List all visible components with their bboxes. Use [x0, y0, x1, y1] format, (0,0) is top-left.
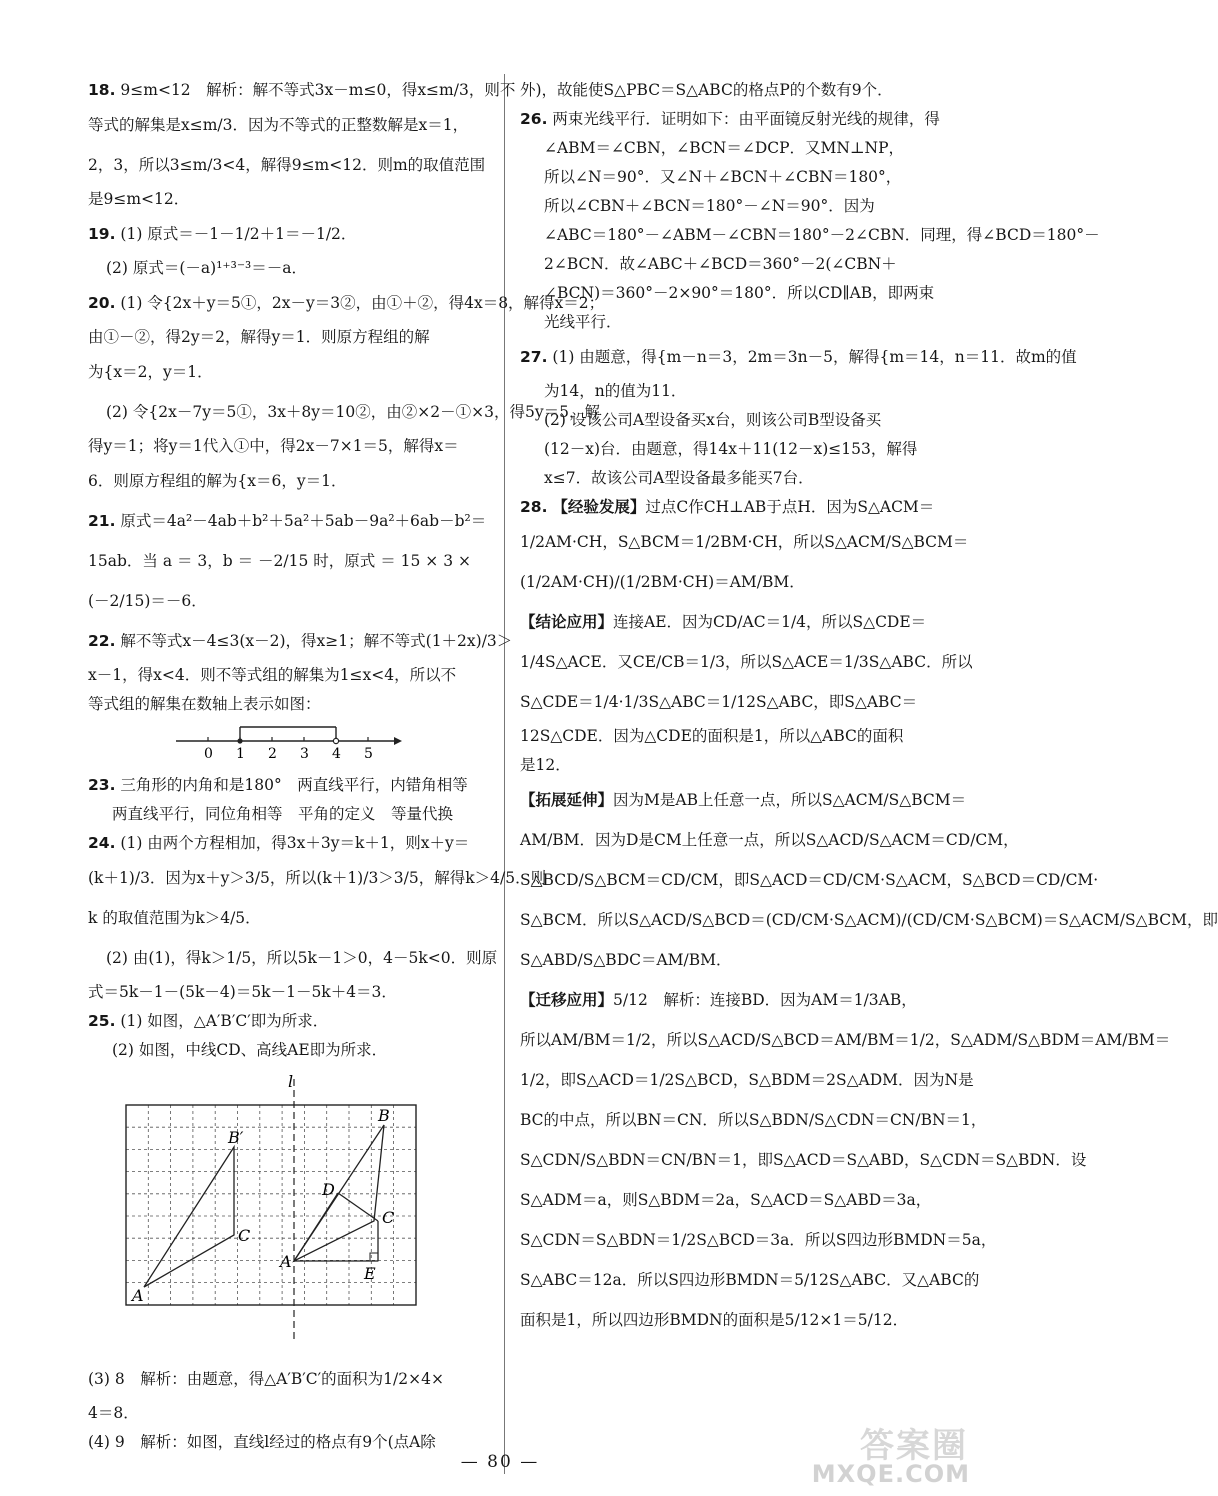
answer-text: 连接AE．因为CD/AC＝1/4，所以S△CDE＝ — [613, 613, 927, 631]
answer-line — [88, 858, 547, 898]
answer-text: (1) 原式＝－1－1/2＋1＝－1/2． — [120, 225, 357, 243]
label-a: A — [280, 1252, 292, 1271]
label-a-prime: A — [132, 1286, 144, 1305]
answer-text: ∠ABC＝180°－∠ABM－∠CBN＝180°－2∠CBN．同理，得∠BCD＝180°－ — [544, 226, 1100, 244]
answer-line — [520, 642, 973, 682]
section-tag: 【结论应用】 — [520, 613, 614, 631]
label-b: B — [378, 1106, 390, 1125]
answer-text: S△ABC＝12a．所以S四边形BMDN＝5/12S△ABC．又△ABC的 — [520, 1271, 980, 1289]
answer-line — [520, 780, 967, 820]
answer-line — [88, 898, 488, 938]
answer-line — [520, 435, 930, 464]
answer-line — [88, 461, 488, 501]
answer-line — [520, 377, 930, 406]
section-tag: 【经验发展】 — [552, 498, 646, 516]
answer-line — [88, 1007, 488, 1036]
question-number: 26. — [520, 110, 548, 128]
watermark-text-cn: 答案圈 — [860, 1426, 968, 1466]
answer-line — [520, 682, 930, 722]
answer-text: 所以∠CBN＋∠BCN＝180°－∠N＝90°．因为 — [544, 197, 875, 215]
label-c: C — [382, 1208, 395, 1227]
answer-line — [520, 1180, 930, 1220]
label-d: D — [322, 1180, 335, 1199]
answer-text: 2，3，所以3≤m/3<4，解得9≤m<12．则m的取值范围 — [88, 156, 486, 174]
answer-line — [88, 76, 516, 105]
answer-text: (1) 令{2x＋y＝5①，2x－y＝3②，由①＋②，得4x＝8，解得x＝2； — [120, 294, 605, 312]
question-number: 21. — [88, 512, 116, 530]
number-line-label: 5 — [364, 746, 373, 762]
answer-line — [88, 105, 488, 145]
answer-text: 所以∠N＝90°．又∠N＋∠BCN＋∠CBN＝180°， — [544, 168, 902, 186]
answer-line — [88, 1359, 488, 1399]
answer-text: 9≤m<12 解析：解不等式3x－m≤0，得x≤m/3，则不 — [120, 81, 516, 99]
answer-text: x－1，得x<4．则不等式组的解集为1≤x<4，所以不 — [88, 666, 457, 684]
answer-text: 所以AM/BM＝1/2，所以S△ACD/S△BCD＝AM/BM＝1/2，S△ADM/S△BDM＝AM/BM＝ — [520, 1031, 1171, 1049]
answer-line — [88, 323, 488, 352]
answer-line — [520, 1260, 980, 1300]
section-tag: 【拓展延伸】 — [520, 791, 614, 809]
answer-line — [520, 722, 930, 751]
section-tag: 【迁移应用】 — [520, 991, 614, 1009]
answer-line — [520, 1220, 997, 1260]
answer-text: (1/2AM·CH)/(1/2BM·CH)＝AM/BM． — [520, 573, 805, 591]
answer-text: BC的中点，所以BN＝CN．所以S△BDN/S△CDN＝CN/BN＝1， — [520, 1111, 987, 1129]
answer-text: 15ab．当 a ＝ 3，b ＝ －2/15 时，原式 ＝ 15 × 3 × — [88, 552, 471, 570]
label-e: E — [364, 1264, 376, 1283]
answer-text: 解不等式x－4≤3(x－2)，得x≥1；解不等式(1＋2x)/3＞ — [120, 632, 513, 650]
answer-line — [520, 279, 935, 308]
answer-line — [520, 1020, 1171, 1060]
answer-line — [88, 254, 488, 283]
answer-text: 2∠BCN．故∠ABC＋∠BCD＝360°－2(∠CBN＋ — [544, 255, 897, 273]
label-c-prime: C — [238, 1226, 251, 1245]
answer-line — [520, 1300, 930, 1340]
answer-line — [520, 76, 930, 105]
answer-text: (2) 如图，中线CD、高线AE即为所求． — [112, 1041, 388, 1059]
answer-line — [520, 980, 930, 1020]
answer-line — [520, 522, 969, 562]
answer-text: 式＝5k－1－(5k－4)＝5k－1－5k＋4＝3． — [88, 983, 397, 1001]
answer-text: 两直线平行，同位角相等 平角的定义 等量代换 — [112, 805, 454, 823]
answer-text: S△CDN＝S△BDN＝1/2S△BCD＝3a．所以S四边形BMDN＝5a， — [520, 1231, 997, 1249]
number-line-label: 2 — [268, 746, 277, 762]
answer-text: 因为M是AB上任意一点，所以S△ACM/S△BCM＝ — [613, 791, 967, 809]
answer-line — [520, 221, 1100, 250]
answer-text: (2) 设该公司A型设备买x台，则该公司B型设备买 — [544, 411, 882, 429]
answer-line — [520, 308, 930, 337]
answer-text: (12－x)台．由题意，得14x＋11(12－x)≤153，解得 — [544, 440, 918, 458]
answer-text: 1/4S△ACE．又CE/CB＝1/3，所以S△ACE＝1/3S△ABC．所以 — [520, 653, 973, 671]
answer-line — [520, 406, 930, 435]
answer-line — [520, 602, 930, 642]
answer-line — [88, 283, 605, 323]
answer-line — [88, 800, 488, 829]
answer-line — [88, 581, 488, 621]
answer-line — [88, 690, 488, 719]
answer-text: ∠BCN)＝360°－2×90°＝180°．所以CD∥AB，即两束 — [544, 284, 935, 302]
answer-line — [88, 541, 488, 581]
answer-text: x≤7．故该公司A型设备最多能买7台． — [544, 469, 814, 487]
answer-line — [520, 337, 1077, 377]
answer-line — [88, 938, 498, 978]
question-number: 24. — [88, 834, 116, 852]
answer-text: 4＝8． — [88, 1404, 139, 1422]
answer-text: 面积是1，所以四边形BMDN的面积是5/12×1＝5/12． — [520, 1311, 909, 1329]
answer-text: 三角形的内角和是180° 两直线平行，内错角相等 — [120, 776, 468, 794]
answer-text: ∠ABM＝∠CBN，∠BCN＝∠DCP．又MN⊥NP， — [544, 139, 905, 157]
answer-line — [88, 432, 488, 461]
number-line-label: 0 — [204, 746, 213, 762]
answer-text: 1/2AM·CH，S△BCM＝1/2BM·CH，所以S△ACM/S△BCM＝ — [520, 533, 969, 551]
right-lines — [520, 76, 1218, 1340]
answer-text: S△CDN/S△BDN＝CN/BN＝1，即S△ACD＝S△ABD，S△CDN＝S△BDN．设 — [520, 1151, 1087, 1169]
answer-text: S△ADM＝a，则S△BDM＝2a，S△ACD＝S△ABD＝3a， — [520, 1191, 932, 1209]
answer-line — [520, 1100, 987, 1140]
answer-line — [88, 214, 488, 254]
left-lines-bottom — [88, 1359, 488, 1457]
answer-text: S△CDE＝1/4·1/3S△ABC＝1/12S△ABC，即S△ABC＝ — [520, 693, 918, 711]
answer-text: (2) 原式＝(－a)¹⁺³⁻³＝－a． — [106, 259, 307, 277]
right-column — [520, 76, 1218, 1340]
answer-line — [520, 940, 930, 980]
answer-line — [88, 621, 513, 661]
answer-text: S△ABD/S△BDC＝AM/BM． — [520, 951, 732, 969]
label-b-prime: B′ — [228, 1128, 244, 1147]
answer-line — [88, 1036, 488, 1065]
answer-text: 12S△CDE．因为△CDE的面积是1，所以△ABC的面积 — [520, 727, 904, 745]
answer-text: (－2/15)＝－6． — [88, 592, 207, 610]
answer-line — [520, 192, 930, 221]
answer-text: 为14，n的值为11． — [544, 382, 687, 400]
answer-line — [88, 352, 488, 392]
answer-text: 两束光线平行．证明如下：由平面镜反射光线的规律，得 — [552, 110, 940, 128]
answer-text: 1/2，即S△ACD＝1/2S△BCD，S△BDM＝2S△ADM．因为N是 — [520, 1071, 974, 1089]
answer-text: S△BCM．所以S△ACD/S△BCD＝(CD/CM·S△ACM)/(CD/CM·S△BCM)＝S△ACM/S△BCM，即 — [520, 911, 1218, 929]
answer-text: (1) 如图，△A′B′C′即为所求． — [120, 1012, 329, 1030]
answer-line — [520, 163, 930, 192]
answer-line — [88, 771, 488, 800]
label-l: l — [288, 1072, 294, 1091]
question-number: 19. — [88, 225, 116, 243]
answer-line — [88, 978, 488, 1007]
answer-text: 外)，故能使S△PBC＝S△ABC的格点P的个数有9个． — [520, 81, 893, 99]
answer-text: (3) 8 解析：由题意，得△A′B′C′的面积为1/2×4× — [88, 1370, 444, 1388]
answer-line — [88, 1399, 488, 1428]
answer-text: (2) 由(1)，得k＞1/5，所以5k－1＞0，4－5k<0．则原 — [106, 949, 498, 967]
answer-line — [520, 464, 930, 493]
answer-line — [520, 1060, 974, 1100]
answer-text: 过点C作CH⊥AB于点H．因为S△ACM＝ — [645, 498, 935, 516]
number-line-label: 3 — [300, 746, 309, 762]
answer-text: k 的取值范围为k＞4/5． — [88, 909, 261, 927]
answer-line — [520, 1140, 1087, 1180]
number-line-label: 1 — [236, 746, 245, 762]
answer-text: 是12． — [520, 756, 571, 774]
answer-line — [88, 1428, 488, 1457]
answer-text: 得y＝1；将y＝1代入①中，得2x－7×1＝5，解得x＝ — [88, 437, 459, 455]
answer-text: 原式＝4a²－4ab＋b²＋5a²＋5ab－9a²＋6ab－b²＝ — [120, 512, 487, 530]
answer-line — [520, 751, 930, 780]
number-line-label: 4 — [332, 746, 341, 762]
page-number: — 80 — — [460, 1452, 540, 1472]
answer-text: 等式的解集是x≤m/3．因为不等式的正整数解是x＝1， — [88, 116, 469, 134]
watermark-text-en: MXQE.COM — [811, 1460, 970, 1488]
answer-text: AM/BM．因为D是CM上任意一点，所以S△ACD/S△ACM＝CD/CM， — [520, 831, 1019, 849]
watermark-logo — [796, 1418, 976, 1492]
answer-text: (2) 令{2x－7y＝5①，3x＋8y＝10②，由②×2－①×3，得5y＝5，解 — [106, 403, 600, 421]
answer-text: 6．则原方程组的解为{x＝6，y＝1． — [88, 472, 347, 490]
question-number: 27. — [520, 348, 548, 366]
answer-text: 光线平行． — [544, 313, 622, 331]
question-number: 22. — [88, 632, 116, 650]
answer-line — [520, 900, 1218, 940]
question-number: 20. — [88, 294, 116, 312]
left-lines-middle — [88, 771, 547, 1065]
answer-text: S△BCD/S△BCM＝CD/CM，即S△ACD＝CD/CM·S△ACM，S△BCD＝CD/CM· — [520, 871, 1099, 889]
answer-line — [88, 392, 600, 432]
question-number: 23. — [88, 776, 116, 794]
number-line — [174, 721, 404, 761]
column-divider — [504, 74, 505, 1474]
answer-line — [520, 134, 930, 163]
grid-figure — [124, 1072, 454, 1345]
answer-line — [88, 501, 488, 541]
question-number: 28. — [520, 498, 548, 516]
question-number: 25. — [88, 1012, 116, 1030]
answer-line — [88, 185, 488, 214]
answer-line — [520, 105, 940, 134]
answer-line — [520, 820, 1019, 860]
answer-line — [520, 860, 1099, 900]
answer-text: 为{x＝2，y＝1． — [88, 363, 213, 381]
answer-text: (1) 由两个方程相加，得3x＋3y＝k＋1，则x＋y＝ — [120, 834, 470, 852]
answer-text: 是9≤m<12． — [88, 190, 190, 208]
answer-line — [520, 562, 930, 602]
answer-line — [88, 145, 488, 185]
answer-text: (1) 由题意，得{m－n＝3，2m＝3n－5，解得{m＝14，n＝11．故m的值 — [552, 348, 1077, 366]
answer-text: (k＋1)/3．因为x＋y＞3/5，所以(k＋1)/3＞3/5，解得k＞4/5．则 — [88, 869, 547, 887]
question-number: 18. — [88, 81, 116, 99]
answer-text: 等式组的解集在数轴上表示如图： — [88, 695, 321, 713]
answer-line — [88, 829, 488, 858]
answer-text: 由①－②，得2y＝2，解得y＝1．则原方程组的解 — [88, 328, 430, 346]
answer-line — [520, 250, 930, 279]
answer-line — [88, 661, 488, 690]
answer-text: 5/12 解析：连接BD．因为AM＝1/3AB， — [613, 991, 917, 1009]
answer-line — [520, 493, 935, 522]
answer-text: (4) 9 解析：如图，直线l经过的格点有9个(点A除 — [88, 1433, 436, 1451]
